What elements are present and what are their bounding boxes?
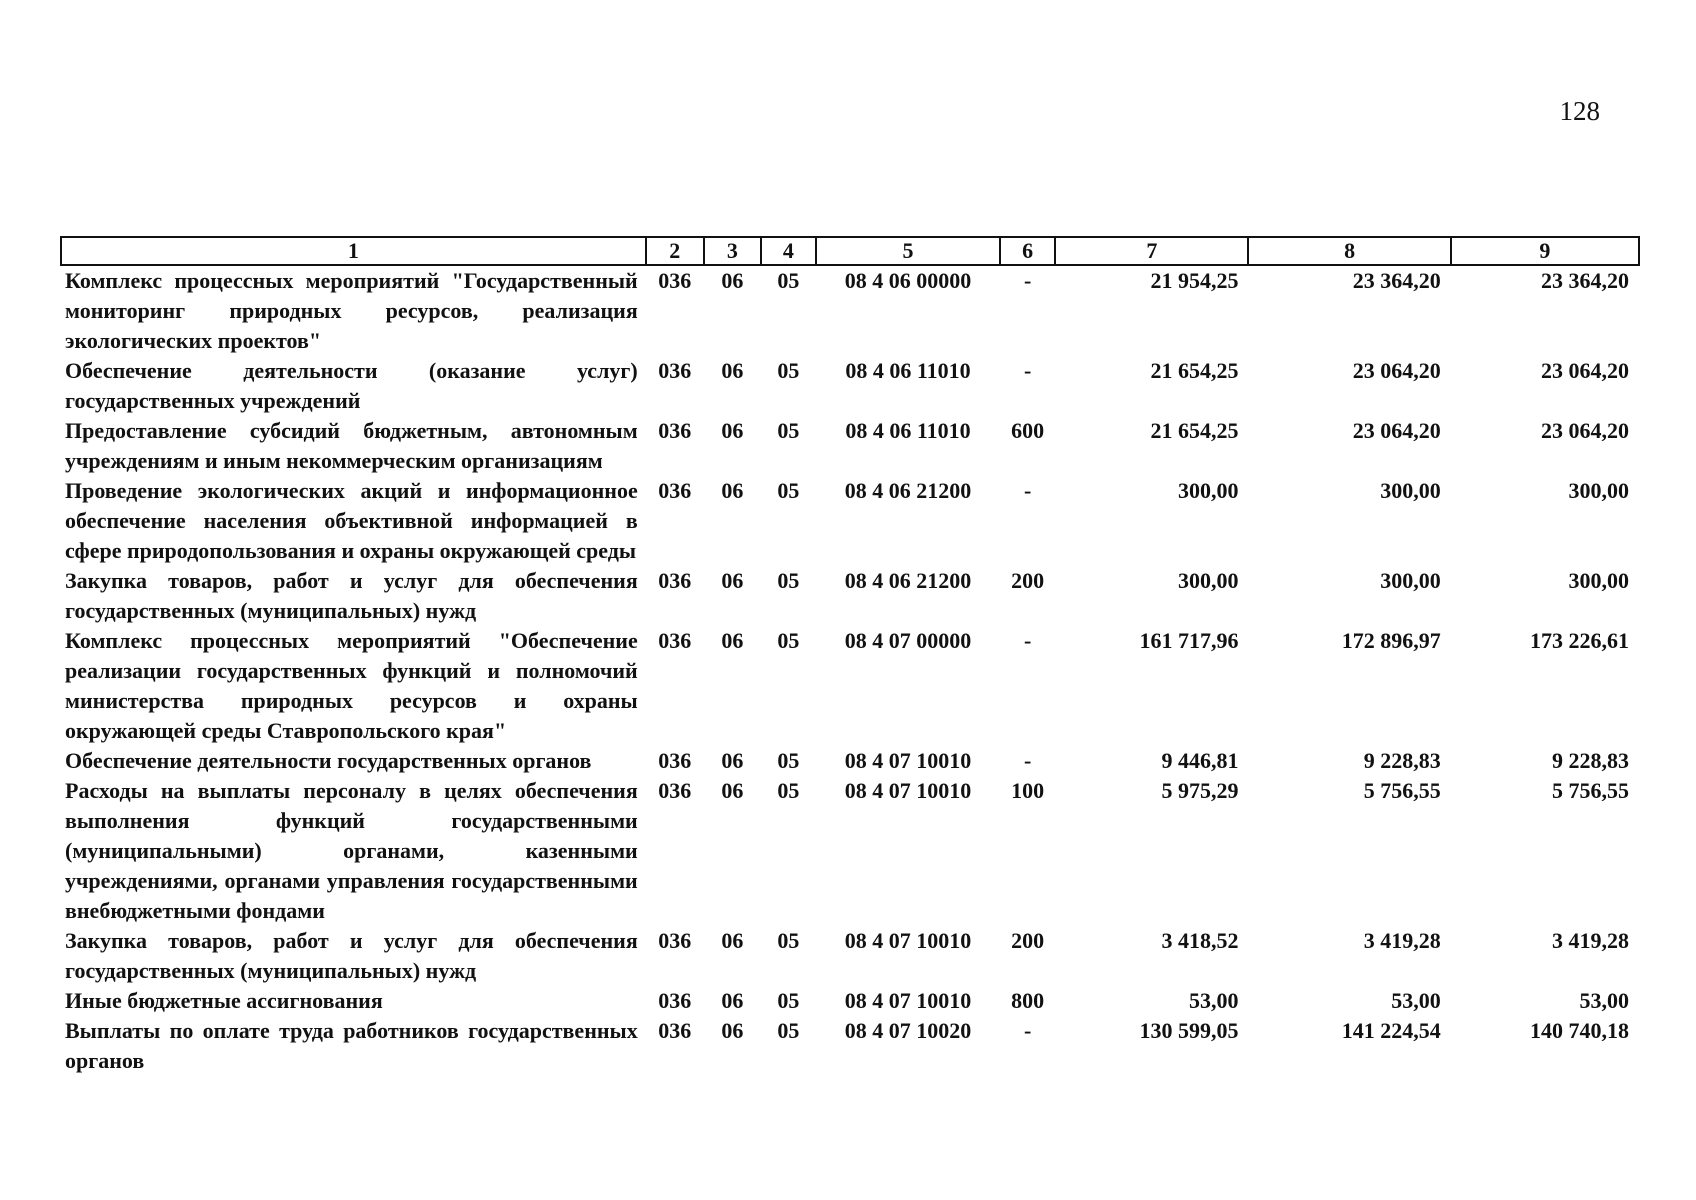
ministry-code: 036 [658,358,692,383]
subsection-code: 05 [777,1018,800,1043]
budget-table [60,236,1640,1076]
expense-name: Проведение экологических акций и информационное обеспечение населения объективной информацией в сфере природопользования и охраны окружающей среды [65,478,638,563]
amount-col7: 21 954,25 [1150,268,1239,293]
ministry-code: 036 [658,778,692,803]
section-code: 06 [721,268,744,293]
ministry-code: 036 [658,268,692,293]
target-article-code: 08 4 07 00000 [844,628,972,653]
expense-type-code: 100 [1011,778,1045,803]
expense-type-code: 200 [1011,928,1045,953]
subsection-code: 05 [777,358,800,383]
amount-col9: 300,00 [1568,478,1629,503]
target-article-code: 08 4 07 10010 [844,928,972,953]
amount-col7: 3 418,52 [1161,928,1239,953]
section-code: 06 [721,478,744,503]
amount-col8: 23 064,20 [1352,418,1441,443]
table-row [61,776,1639,926]
ministry-code: 036 [658,1018,692,1043]
subsection-code: 05 [777,778,800,803]
target-article-code: 08 4 07 10010 [844,748,972,773]
subsection-code: 05 [777,988,800,1013]
table-row [61,416,1639,476]
expense-name: Выплаты по оплате труда работников государственных органов [65,1018,638,1073]
section-code: 06 [721,358,744,383]
column-header: 2 [646,237,704,265]
amount-col8: 53,00 [1391,988,1441,1013]
amount-col8: 3 419,28 [1363,928,1441,953]
expense-type-code: 600 [1011,418,1045,443]
ministry-code: 036 [658,628,692,653]
subsection-code: 05 [777,478,800,503]
table-row [61,926,1639,986]
section-code: 06 [721,928,744,953]
page-number: 128 [1559,96,1600,126]
column-header: 6 [1000,237,1055,265]
amount-col8: 300,00 [1380,568,1441,593]
amount-col9: 173 226,61 [1530,628,1629,653]
target-article-code: 08 4 06 00000 [844,268,972,293]
amount-col7: 53,00 [1188,988,1239,1013]
subsection-code: 05 [777,928,800,953]
section-code: 06 [721,568,744,593]
expense-name: Комплекс процессных мероприятий "Обеспечение реализации государственных функций и полномочий министерства природных ресурсов и охраны окружающей среды Ставропольского края" [65,628,638,743]
section-code: 06 [721,748,744,773]
amount-col9: 5 756,55 [1552,778,1629,803]
expense-name: Иные бюджетные ассигнования [65,988,383,1013]
expense-name: Закупка товаров, работ и услуг для обеспечения государственных (муниципальных) нужд [65,568,638,623]
target-article-code: 08 4 06 21200 [844,478,972,503]
amount-col7: 21 654,25 [1150,358,1239,383]
section-code: 06 [721,778,744,803]
expense-name: Обеспечение деятельности (оказание услуг) государственных учреждений [65,358,638,413]
table-row [61,626,1639,746]
expense-type-code: 800 [1011,988,1045,1013]
amount-col8: 172 896,97 [1341,628,1441,653]
amount-col8: 5 756,55 [1363,778,1441,803]
amount-col7: 300,00 [1177,478,1239,503]
ministry-code: 036 [658,418,692,443]
column-header: 5 [816,237,1000,265]
expense-type-code: - [1024,478,1032,503]
amount-col8: 23 364,20 [1352,268,1441,293]
expense-type-code: - [1024,358,1032,383]
amount-col8: 9 228,83 [1363,748,1441,773]
column-header: 1 [61,237,646,265]
ministry-code: 036 [658,928,692,953]
amount-col7: 130 599,05 [1139,1018,1239,1043]
subsection-code: 05 [777,268,800,293]
expense-name: Обеспечение деятельности государственных органов [65,748,592,773]
target-article-code: 08 4 07 10020 [844,1018,972,1043]
target-article-code: 08 4 06 21200 [844,568,972,593]
table-row [61,476,1639,566]
expense-name: Комплекс процессных мероприятий "Государственный мониторинг природных ресурсов, реализация экологических проектов" [65,268,638,353]
amount-col7: 300,00 [1177,568,1239,593]
amount-col8: 141 224,54 [1341,1018,1441,1043]
expense-type-code: - [1024,748,1032,773]
amount-col7: 21 654,25 [1150,418,1239,443]
table-header-row [61,237,1639,265]
table-row [61,265,1639,356]
subsection-code: 05 [777,568,800,593]
ministry-code: 036 [658,748,692,773]
target-article-code: 08 4 06 11010 [845,358,971,383]
subsection-code: 05 [777,748,800,773]
subsection-code: 05 [777,628,800,653]
amount-col9: 23 364,20 [1541,268,1629,293]
amount-col9: 9 228,83 [1552,748,1629,773]
expense-type-code: 200 [1011,568,1045,593]
section-code: 06 [721,1018,744,1043]
subsection-code: 05 [777,418,800,443]
expense-name: Расходы на выплаты персоналу в целях обеспечения выполнения функций государственными (муниципальными) органами, казенными учреждениями, органами управления государственными внебюджетными фондами [65,778,638,923]
amount-col9: 53,00 [1579,988,1629,1013]
table-row [61,566,1639,626]
target-article-code: 08 4 07 10010 [844,988,972,1013]
amount-col7: 9 446,81 [1161,748,1239,773]
section-code: 06 [721,628,744,653]
expense-type-code: - [1024,1018,1032,1043]
target-article-code: 08 4 06 11010 [845,418,971,443]
section-code: 06 [721,418,744,443]
amount-col7: 5 975,29 [1161,778,1239,803]
ministry-code: 036 [658,568,692,593]
amount-col9: 23 064,20 [1541,418,1629,443]
section-code: 06 [721,988,744,1013]
amount-col9: 23 064,20 [1541,358,1629,383]
column-header: 9 [1451,237,1639,265]
column-header: 4 [761,237,816,265]
amount-col8: 23 064,20 [1352,358,1441,383]
ministry-code: 036 [658,478,692,503]
amount-col9: 140 740,18 [1530,1018,1629,1043]
expense-name: Закупка товаров, работ и услуг для обеспечения государственных (муниципальных) нужд [65,928,638,983]
expense-name: Предоставление субсидий бюджетным, автономным учреждениям и иным некоммерческим организациям [65,418,638,473]
table-row [61,746,1639,776]
expense-type-code: - [1024,628,1032,653]
ministry-code: 036 [658,988,692,1013]
target-article-code: 08 4 07 10010 [844,778,972,803]
amount-col8: 300,00 [1380,478,1441,503]
amount-col9: 3 419,28 [1552,928,1629,953]
column-header: 7 [1055,237,1248,265]
column-header: 8 [1248,237,1450,265]
column-header: 3 [704,237,761,265]
amount-col9: 300,00 [1568,568,1629,593]
table-row [61,986,1639,1016]
table-row [61,1016,1639,1076]
amount-col7: 161 717,96 [1139,628,1239,653]
table-row [61,356,1639,416]
expense-type-code: - [1024,268,1032,293]
